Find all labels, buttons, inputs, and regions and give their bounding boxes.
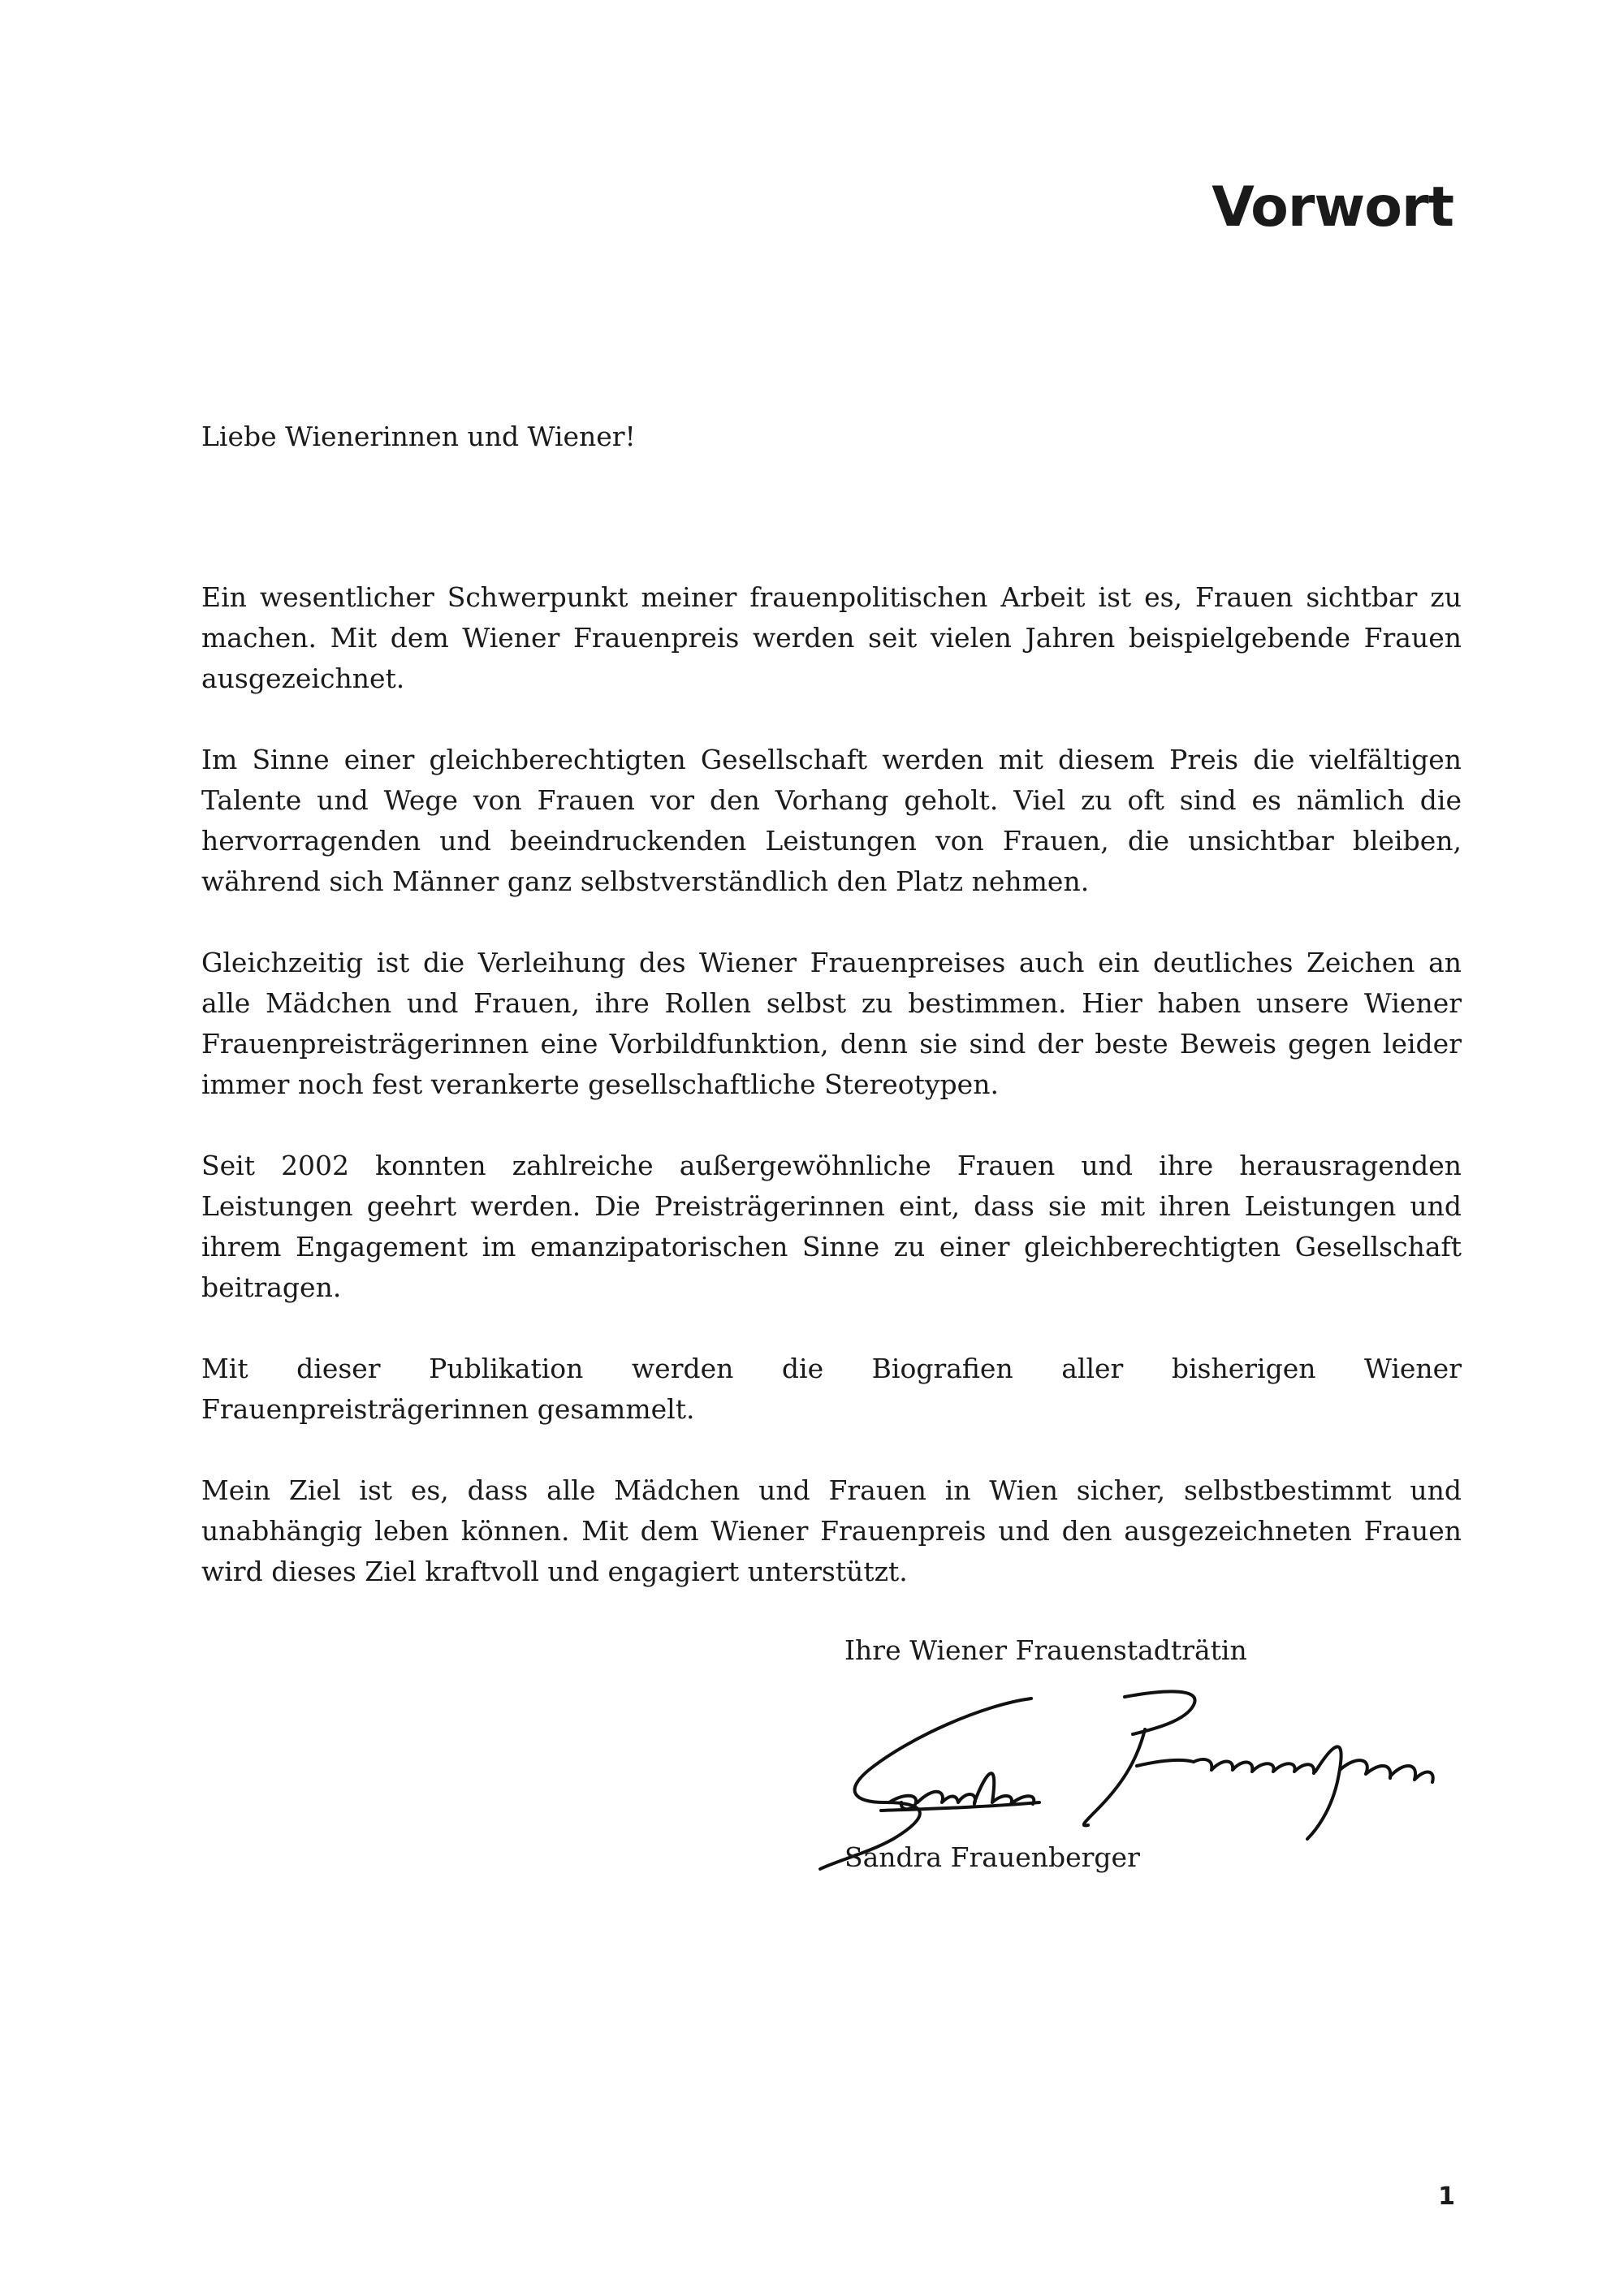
page-title: Vorwort [1212, 175, 1453, 240]
paragraph: Seit 2002 konnten zahlreiche außergewöhnliche Frauen und ihre herausragenden Leistungen geehrt werden. Die Preisträgerinnen eint, dass sie mit ihren Leistungen und ihrem Engagement im emanzipatorischen Sinne zu einer gleichberechtigten Gesellschaft beitragen. [201, 1150, 1462, 1303]
page-number: 1 [1438, 2182, 1455, 2211]
paragraph: Mit dieser Publikation werden die Biografien aller bisherigen Wiener Frauenpreisträgerinnen gesammelt. [201, 1353, 1462, 1425]
closing-line: Ihre Wiener Frauenstadträtin [844, 1634, 1247, 1666]
paragraph: Mein Ziel ist es, dass alle Mädchen und Frauen in Wien sicher, selbstbestimmt und unabhängig leben können. Mit dem Wiener Frauenpreis und den ausgezeichneten Frauen wird dieses Ziel kraftvoll und engagiert unterstützt. [201, 1474, 1462, 1587]
salutation: Liebe Wienerinnen und Wiener! [201, 421, 636, 452]
paragraph: Im Sinne einer gleichberechtigten Gesellschaft werden mit diesem Preis die vielfältigen Talente und Wege von Frauen vor den Vorhang geholt. Viel zu oft sind es nämlich die hervorragenden und beeindruckenden Leistungen von Frauen, die unsichtbar bleiben, während sich Männer ganz selbstverständlich den Platz nehmen. [201, 744, 1462, 897]
body-paragraphs [201, 577, 1462, 1633]
signer-name: Sandra Frauenberger [844, 1841, 1140, 1873]
paragraph: Gleichzeitig ist die Verleihung des Wiener Frauenpreises auch ein deutliches Zeichen an alle Mädchen und Frauen, ihre Rollen selbst zu bestimmen. Hier haben unsere Wiener Frauenpreisträgerinnen eine Vorbildfunktion, denn sie sind der beste Beweis gegen leider immer noch fest verankerte gesellschaftliche Stereotypen. [201, 947, 1462, 1100]
paragraph: Ein wesentlicher Schwerpunkt meiner frauenpolitischen Arbeit ist es, Frauen sichtbar zu machen. Mit dem Wiener Frauenpreis werden seit vielen Jahren beispielgebende Frauen ausgezeichnet. [201, 581, 1462, 694]
